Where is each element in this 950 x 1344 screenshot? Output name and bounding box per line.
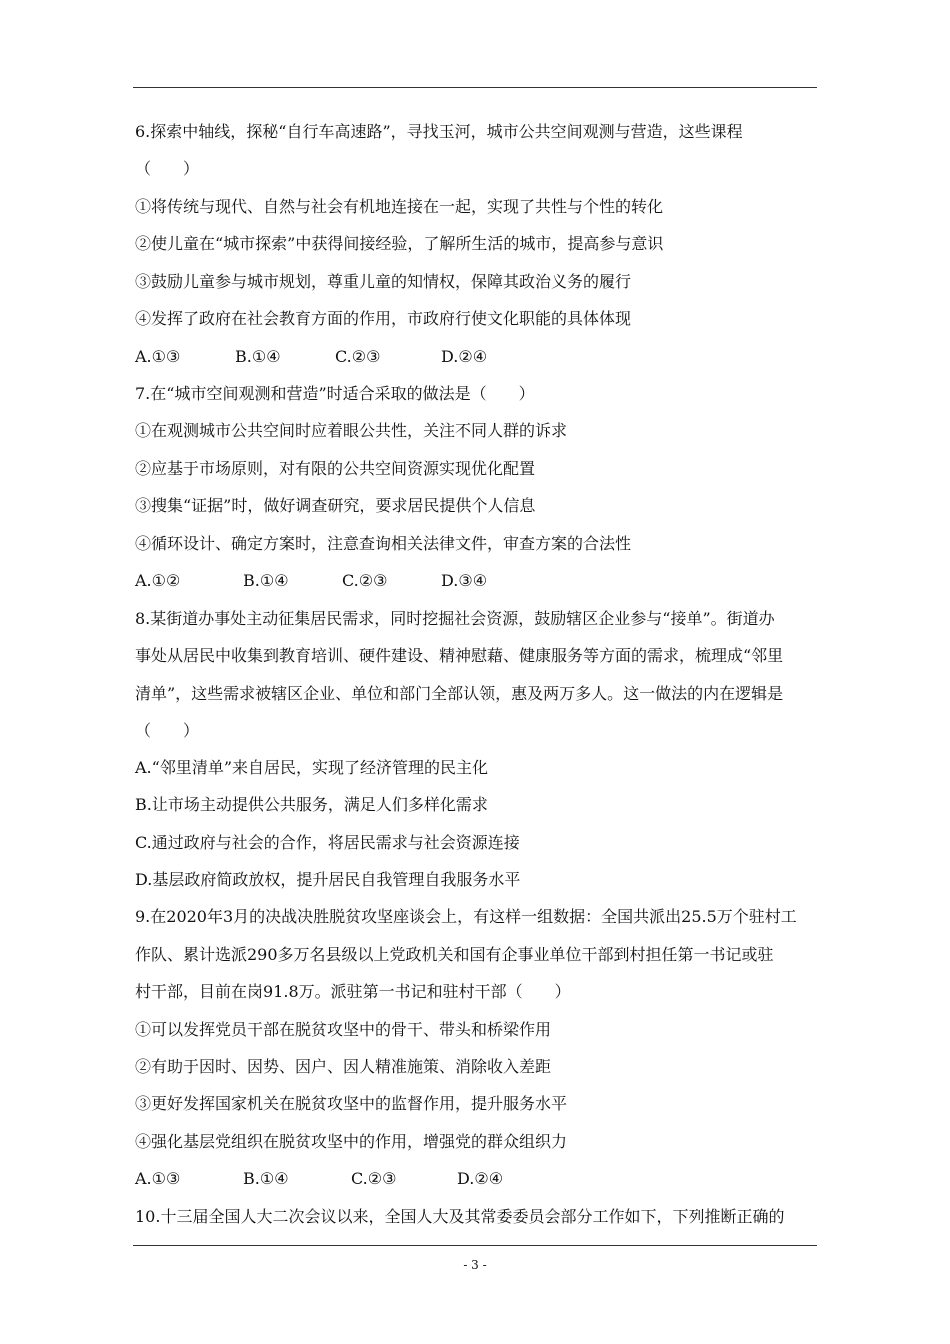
q6-item: ①将传统与现代、自然与社会有机地连接在一起，实现了共性与个性的转化 (135, 197, 664, 216)
q6-item: ③鼓励儿童参与城市规划，尊重儿童的知情权，保障其政治义务的履行 (135, 272, 632, 291)
option-c: C.②③ (335, 347, 381, 366)
q7-item: ①在观测城市公共空间时应着眼公共性，关注不同人群的诉求 (135, 421, 568, 440)
q8-choice-b: B.让市场主动提供公共服务，满足人们多样化需求 (135, 795, 488, 814)
q7-item: ③搜集“证据”时，做好调查研究，要求居民提供个人信息 (135, 496, 536, 515)
q7-stem: 7.在“城市空间观测和营造”时适合采取的做法是（ ） (135, 384, 535, 403)
option-b: B.①④ (243, 571, 289, 590)
q8-stem-line: 清单”，这些需求被辖区企业、单位和部门全部认领，惠及两万多人。这一做法的内在逻辑是 (135, 684, 784, 703)
option-d: D.②④ (457, 1169, 504, 1188)
q9-item: ④强化基层党组织在脱贫攻坚中的作用，增强党的群众组织力 (135, 1132, 568, 1151)
q7-item: ④循环设计、确定方案时，注意查询相关法律文件，审查方案的合法性 (135, 534, 632, 553)
q8-choice-c: C.通过政府与社会的合作，将居民需求与社会资源连接 (135, 833, 520, 852)
header-rule (133, 87, 817, 88)
q8-choice-a: A.“邻里清单”来自居民，实现了经济管理的民主化 (135, 758, 489, 777)
q8-choice-d: D.基层政府简政放权，提升居民自我管理自我服务水平 (135, 870, 521, 889)
q9-item: ②有助于因时、因势、因户、因人精准施策、消除收入差距 (135, 1057, 552, 1076)
q10-stem: 10.十三届全国人大二次会议以来，全国人大及其常委委员会部分工作如下，下列推断正确的 (135, 1207, 785, 1226)
q6-item: ②使儿童在“城市探索”中获得间接经验，了解所生活的城市，提高参与意识 (135, 234, 664, 253)
q9-stem-line: 9.在2020年3月的决战决胜脱贫攻坚座谈会上，有这样一组数据：全国共派出25.5万个驻村工 (135, 907, 797, 926)
option-b: B.①④ (243, 1169, 289, 1188)
option-a: A.①③ (135, 1169, 181, 1188)
q7-options (135, 571, 735, 591)
page-number: - 3 - (463, 1258, 487, 1272)
q9-stem-line: 村干部，目前在岗91.8万。派驻第一书记和驻村干部（ ） (135, 982, 571, 1001)
option-a: A.①③ (135, 347, 181, 366)
q9-options (135, 1169, 735, 1189)
q6-options (135, 347, 735, 367)
q6-item: ④发挥了政府在社会教育方面的作用，市政府行使文化职能的具体体现 (135, 309, 632, 328)
option-c: C.②③ (342, 571, 388, 590)
q9-item: ③更好发挥国家机关在脱贫攻坚中的监督作用，提升服务水平 (135, 1094, 568, 1113)
q6-blank: （ ） (135, 159, 200, 178)
option-c: C.②③ (351, 1169, 397, 1188)
q8-stem-line: 8.某街道办事处主动征集居民需求，同时挖掘社会资源，鼓励辖区企业参与“接单”。街道办 (135, 609, 775, 628)
q9-item: ①可以发挥党员干部在脱贫攻坚中的骨干、带头和桥梁作用 (135, 1020, 552, 1039)
q7-item: ②应基于市场原则，对有限的公共空间资源实现优化配置 (135, 459, 536, 478)
q8-blank: （ ） (135, 721, 200, 740)
option-d: D.②④ (441, 347, 488, 366)
q9-stem-line: 作队、累计选派290多万名县级以上党政机关和国有企事业单位干部到村担任第一书记或驻 (135, 945, 774, 964)
option-a: A.①② (135, 571, 181, 590)
footer-rule (133, 1245, 817, 1246)
q6-stem: 6.探索中轴线，探秘“自行车高速路”，寻找玉河，城市公共空间观测与营造，这些课程 (135, 122, 743, 141)
option-b: B.①④ (235, 347, 281, 366)
option-d: D.③④ (441, 571, 488, 590)
q8-stem-line: 事处从居民中收集到教育培训、硬件建设、精神慰藉、健康服务等方面的需求，梳理成“邻里 (135, 646, 784, 665)
